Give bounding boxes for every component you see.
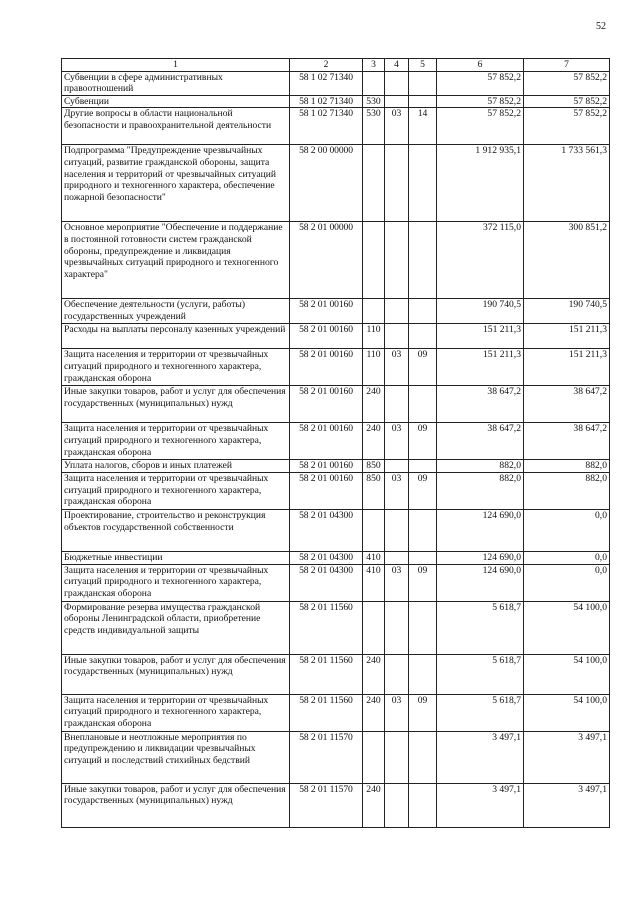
- header-col-7: 7: [524, 59, 610, 72]
- row-code: 58 2 01 11570: [290, 783, 363, 827]
- row-amount-col7: 57 852,2: [524, 95, 610, 108]
- row-section: [385, 551, 409, 564]
- row-expense-type: [363, 509, 385, 551]
- row-subsection: [409, 95, 437, 108]
- row-section: [385, 145, 409, 222]
- row-amount-col6: 3 497,1: [437, 783, 524, 827]
- row-expense-type: 240: [363, 694, 385, 731]
- table-row: [62, 108, 610, 145]
- row-amount-col7: 0,0: [524, 551, 610, 564]
- row-subsection: [409, 145, 437, 222]
- row-name: Подпрограмма "Предупреждение чрезвычайных ситуаций, развитие гражданской обороны, защита населения и территорий от чрезвычайных ситуаций природного и техногенного характера, обеспечение пожарной безопасности": [62, 145, 290, 222]
- row-code: 58 2 01 00160: [290, 386, 363, 423]
- row-subsection: 09: [409, 564, 437, 601]
- row-subsection: [409, 601, 437, 654]
- row-amount-col7: 57 852,2: [524, 71, 610, 95]
- row-amount-col7: 0,0: [524, 564, 610, 601]
- table-row: [62, 145, 610, 222]
- row-section: 03: [385, 423, 409, 460]
- row-expense-type: 850: [363, 472, 385, 509]
- row-expense-type: 240: [363, 423, 385, 460]
- row-section: 03: [385, 108, 409, 145]
- row-amount-col6: 57 852,2: [437, 108, 524, 145]
- row-subsection: [409, 299, 437, 324]
- row-amount-col7: 54 100,0: [524, 654, 610, 694]
- row-amount-col6: 57 852,2: [437, 95, 524, 108]
- table-row: [62, 299, 610, 324]
- row-amount-col6: 57 852,2: [437, 71, 524, 95]
- row-amount-col7: 38 647,2: [524, 423, 610, 460]
- row-subsection: 09: [409, 423, 437, 460]
- row-section: [385, 95, 409, 108]
- row-name: Другие вопросы в области национальной безопасности и правоохранительной деятельности: [62, 108, 290, 145]
- header-col-4: 4: [385, 59, 409, 72]
- row-name: Иные закупки товаров, работ и услуг для обеспечения государственных (муниципальных) нужд: [62, 386, 290, 423]
- row-amount-col6: 372 115,0: [437, 222, 524, 299]
- row-subsection: [409, 509, 437, 551]
- row-subsection: 09: [409, 349, 437, 386]
- row-amount-col6: 5 618,7: [437, 654, 524, 694]
- table-row: [62, 386, 610, 423]
- row-expense-type: 410: [363, 551, 385, 564]
- table-header-row: [62, 59, 610, 72]
- table-row: [62, 509, 610, 551]
- row-amount-col6: 38 647,2: [437, 386, 524, 423]
- row-subsection: [409, 551, 437, 564]
- row-name: Защита населения и территории от чрезвычайных ситуаций природного и техногенного характера, гражданская оборона: [62, 564, 290, 601]
- table-row: [62, 731, 610, 783]
- row-amount-col7: 0,0: [524, 509, 610, 551]
- row-expense-type: 110: [363, 349, 385, 386]
- row-code: 58 2 01 04300: [290, 551, 363, 564]
- row-section: [385, 222, 409, 299]
- table-row: [62, 349, 610, 386]
- row-code: 58 2 01 00160: [290, 349, 363, 386]
- page-number: 52: [596, 21, 606, 32]
- row-code: 58 2 01 04300: [290, 509, 363, 551]
- row-expense-type: [363, 71, 385, 95]
- row-amount-col7: 3 497,1: [524, 731, 610, 783]
- row-name: Иные закупки товаров, работ и услуг для обеспечения государственных (муниципальных) нужд: [62, 783, 290, 827]
- table-row: [62, 460, 610, 473]
- row-amount-col6: 190 740,5: [437, 299, 524, 324]
- row-subsection: [409, 654, 437, 694]
- row-name: Формирование резерва имущества гражданской обороны Ленинградской области, приобретение средств индивидуальной защиты: [62, 601, 290, 654]
- table-row: [62, 564, 610, 601]
- row-amount-col6: 5 618,7: [437, 601, 524, 654]
- header-col-5: 5: [409, 59, 437, 72]
- row-expense-type: 530: [363, 95, 385, 108]
- table-row: [62, 71, 610, 95]
- header-col-3: 3: [363, 59, 385, 72]
- row-expense-type: 110: [363, 324, 385, 349]
- row-code: 58 2 01 00160: [290, 423, 363, 460]
- row-subsection: [409, 222, 437, 299]
- row-amount-col6: 124 690,0: [437, 509, 524, 551]
- row-name: Бюджетные инвестиции: [62, 551, 290, 564]
- row-code: 58 2 01 00160: [290, 324, 363, 349]
- row-subsection: [409, 783, 437, 827]
- row-code: 58 1 02 71340: [290, 71, 363, 95]
- row-subsection: 09: [409, 694, 437, 731]
- budget-table: [61, 58, 610, 828]
- row-section: [385, 386, 409, 423]
- row-section: [385, 324, 409, 349]
- row-code: 58 2 01 00160: [290, 472, 363, 509]
- row-expense-type: 850: [363, 460, 385, 473]
- table-row: [62, 95, 610, 108]
- row-expense-type: [363, 145, 385, 222]
- row-expense-type: [363, 222, 385, 299]
- row-amount-col6: 1 912 935,1: [437, 145, 524, 222]
- row-subsection: [409, 386, 437, 423]
- row-expense-type: 530: [363, 108, 385, 145]
- row-section: [385, 509, 409, 551]
- table-row: [62, 222, 610, 299]
- table-row: [62, 601, 610, 654]
- row-name: Уплата налогов, сборов и иных платежей: [62, 460, 290, 473]
- row-amount-col7: 190 740,5: [524, 299, 610, 324]
- row-amount-col7: 882,0: [524, 472, 610, 509]
- table-body: [62, 71, 610, 827]
- row-amount-col6: 882,0: [437, 472, 524, 509]
- row-subsection: [409, 460, 437, 473]
- row-name: Проектирование, строительство и реконструкция объектов государственной собственности: [62, 509, 290, 551]
- row-code: 58 2 01 11560: [290, 654, 363, 694]
- row-expense-type: 240: [363, 386, 385, 423]
- row-code: 58 2 01 00160: [290, 299, 363, 324]
- row-section: 03: [385, 472, 409, 509]
- row-name: Расходы на выплаты персоналу казенных учреждений: [62, 324, 290, 349]
- row-name: Защита населения и территории от чрезвычайных ситуаций природного и техногенного характера, гражданская оборона: [62, 349, 290, 386]
- row-code: 58 1 02 71340: [290, 108, 363, 145]
- table-row: [62, 423, 610, 460]
- row-subsection: [409, 324, 437, 349]
- row-amount-col7: 151 211,3: [524, 349, 610, 386]
- row-name: Субвенции в сфере административных правоотношений: [62, 71, 290, 95]
- row-code: 58 2 01 04300: [290, 564, 363, 601]
- row-section: [385, 731, 409, 783]
- row-name: Субвенции: [62, 95, 290, 108]
- row-name: Иные закупки товаров, работ и услуг для обеспечения государственных (муниципальных) нужд: [62, 654, 290, 694]
- row-code: 58 2 01 11560: [290, 601, 363, 654]
- row-amount-col6: 124 690,0: [437, 564, 524, 601]
- row-code: 58 1 02 71340: [290, 95, 363, 108]
- row-amount-col7: 882,0: [524, 460, 610, 473]
- row-code: 58 2 01 11560: [290, 694, 363, 731]
- row-amount-col6: 38 647,2: [437, 423, 524, 460]
- row-expense-type: [363, 731, 385, 783]
- row-section: [385, 71, 409, 95]
- row-name: Защита населения и территории от чрезвычайных ситуаций природного и техногенного характера, гражданская оборона: [62, 472, 290, 509]
- table-row: [62, 472, 610, 509]
- row-amount-col6: 151 211,3: [437, 349, 524, 386]
- row-name: Защита населения и территории от чрезвычайных ситуаций природного и техногенного характера, гражданская оборона: [62, 694, 290, 731]
- row-section: 03: [385, 564, 409, 601]
- row-code: 58 2 01 11570: [290, 731, 363, 783]
- row-section: [385, 460, 409, 473]
- row-subsection: 14: [409, 108, 437, 145]
- row-amount-col6: 151 211,3: [437, 324, 524, 349]
- row-amount-col7: 54 100,0: [524, 694, 610, 731]
- row-section: 03: [385, 349, 409, 386]
- row-expense-type: [363, 299, 385, 324]
- header-col-6: 6: [437, 59, 524, 72]
- header-col-2: 2: [290, 59, 363, 72]
- row-amount-col7: 1 733 561,3: [524, 145, 610, 222]
- row-amount-col7: 151 211,3: [524, 324, 610, 349]
- row-amount-col7: 57 852,2: [524, 108, 610, 145]
- row-amount-col6: 124 690,0: [437, 551, 524, 564]
- row-section: [385, 299, 409, 324]
- row-code: 58 2 01 00160: [290, 460, 363, 473]
- table-row: [62, 324, 610, 349]
- row-subsection: 09: [409, 472, 437, 509]
- row-amount-col7: 54 100,0: [524, 601, 610, 654]
- row-name: Внеплановые и неотложные мероприятия по предупреждению и ликвидации чрезвычайных ситуаций и последствий стихийных бедствий: [62, 731, 290, 783]
- row-section: [385, 601, 409, 654]
- row-name: Защита населения и территории от чрезвычайных ситуаций природного и техногенного характера, гражданская оборона: [62, 423, 290, 460]
- row-section: [385, 654, 409, 694]
- row-amount-col7: 38 647,2: [524, 386, 610, 423]
- table-row: [62, 783, 610, 827]
- row-expense-type: 240: [363, 654, 385, 694]
- header-col-1: 1: [62, 59, 290, 72]
- table-row: [62, 694, 610, 731]
- row-name: Обеспечение деятельности (услуги, работы) государственных учреждений: [62, 299, 290, 324]
- table-row: [62, 654, 610, 694]
- row-expense-type: 240: [363, 783, 385, 827]
- row-section: 03: [385, 694, 409, 731]
- table-row: [62, 551, 610, 564]
- row-section: [385, 783, 409, 827]
- row-amount-col7: 300 851,2: [524, 222, 610, 299]
- row-amount-col6: 3 497,1: [437, 731, 524, 783]
- row-subsection: [409, 731, 437, 783]
- row-amount-col7: 3 497,1: [524, 783, 610, 827]
- row-amount-col6: 5 618,7: [437, 694, 524, 731]
- row-name: Основное мероприятие "Обеспечение и поддержание в постоянной готовности систем гражданской обороны, предупреждение и ликвидация чрезвычайных ситуаций природного и техногенного характера": [62, 222, 290, 299]
- row-code: 58 2 00 00000: [290, 145, 363, 222]
- row-code: 58 2 01 00000: [290, 222, 363, 299]
- row-amount-col6: 882,0: [437, 460, 524, 473]
- row-expense-type: [363, 601, 385, 654]
- row-subsection: [409, 71, 437, 95]
- row-expense-type: 410: [363, 564, 385, 601]
